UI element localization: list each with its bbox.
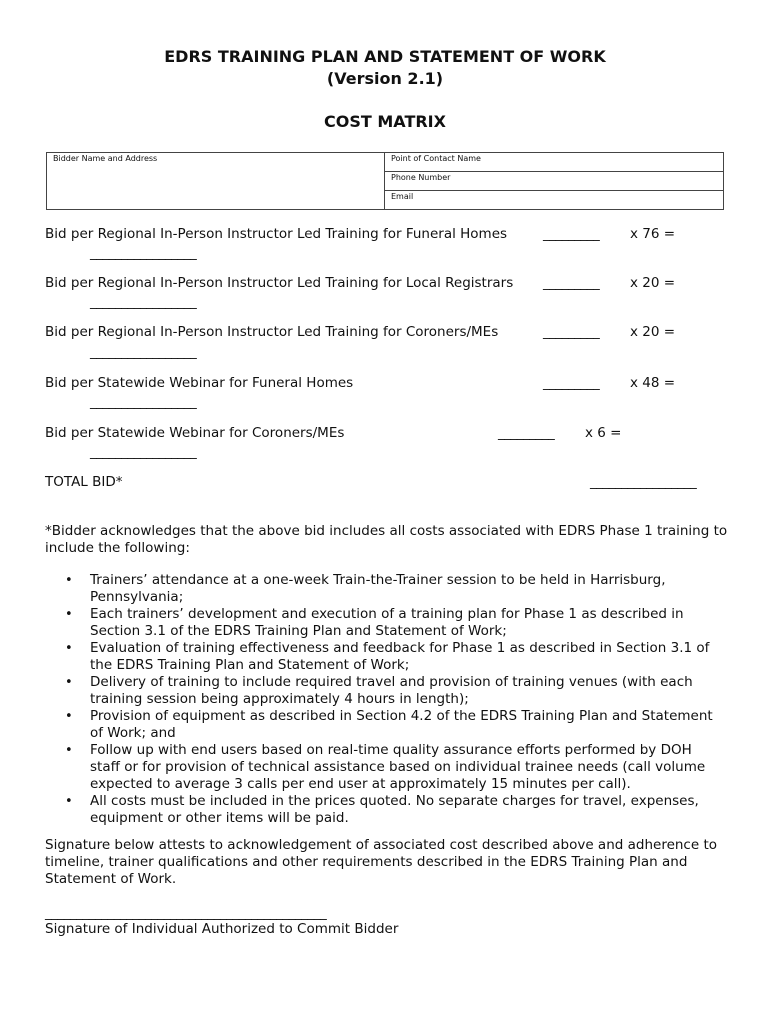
bullet-icon: • (65, 641, 73, 656)
document-title: EDRS TRAINING PLAN AND STATEMENT OF WORK (164, 47, 606, 66)
bullet-icon: • (65, 607, 73, 622)
total-bid-label: TOTAL BID* (45, 474, 123, 490)
list-item-text: Follow up with end users based on real-time quality assurance efforts performed by DOH staff or for provision of technical assistance based on individual trainee needs (call volume expected to average 3 calls per end user at approximately 15 minutes per call). (90, 742, 706, 792)
bid-total-blank[interactable]: _________________ (90, 245, 197, 261)
bid-total-blank[interactable]: _________________ (90, 344, 197, 360)
bid-amount-blank[interactable]: _________ (543, 324, 600, 340)
list-item (45, 742, 725, 793)
bidder-name-address-field[interactable] (47, 153, 385, 210)
total-bid-blank[interactable]: _________________ (590, 474, 697, 490)
list-item-text: Trainers’ attendance at a one-week Train-the-Trainer session to be held in Harrisburg, Pennsylvania; (90, 572, 666, 605)
list-item (45, 606, 725, 640)
list-item-text: Provision of equipment as described in Section 4.2 of the EDRS Training Plan and Statement of Work; and (90, 708, 713, 741)
bid-multiplier: x 76 = (630, 226, 676, 242)
list-item (45, 793, 725, 827)
bullet-icon: • (65, 573, 73, 588)
cost-inclusions-list (45, 572, 725, 827)
signature-line[interactable]: _____________________________________________ (45, 905, 327, 921)
list-item (45, 572, 725, 606)
bid-amount-blank[interactable]: _________ (543, 375, 600, 391)
list-item-text: All costs must be included in the prices quoted. No separate charges for travel, expenses, equipment or other items will be paid. (90, 793, 699, 826)
bid-line-label: Bid per Regional In-Person Instructor Led Training for Funeral Homes (45, 226, 508, 242)
list-item (45, 640, 725, 674)
signature-statement: Signature below attests to acknowledgement of associated cost described above and adherence to timeline, trainer qualifications and other requirements described in the EDRS Training Plan and Statement of Work. (45, 837, 718, 887)
phone-number-field[interactable] (385, 172, 724, 191)
bid-line-label: Bid per Statewide Webinar for Coroners/MEs (45, 425, 345, 441)
bullet-icon: • (65, 743, 73, 758)
list-item-text: Delivery of training to include required travel and provision of training venues (with each training session being approximately 4 hours in length); (90, 674, 693, 707)
email-field[interactable] (385, 191, 724, 210)
bid-amount-blank[interactable]: _________ (498, 425, 555, 441)
list-item-text: Each trainers’ development and execution of a training plan for Phase 1 as described in Section 3.1 of the EDRS Training Plan and Statement of Work; (90, 606, 684, 639)
email-label: Email (391, 192, 414, 201)
bullet-icon: • (65, 794, 73, 809)
signature-label: Signature of Individual Authorized to Commit Bidder (45, 921, 399, 937)
bid-total-blank[interactable]: _________________ (90, 294, 197, 310)
bid-multiplier: x 6 = (585, 425, 622, 441)
contact-name-label: Point of Contact Name (391, 154, 481, 163)
section-title: COST MATRIX (324, 112, 446, 131)
bid-amount-blank[interactable]: _________ (543, 275, 600, 291)
list-item (45, 674, 725, 708)
bid-line-label: Bid per Regional In-Person Instructor Led Training for Local Registrars (45, 275, 514, 291)
bullet-icon: • (65, 675, 73, 690)
bid-line-label: Bid per Regional In-Person Instructor Led Training for Coroners/MEs (45, 324, 499, 340)
bidder-info-table (46, 152, 724, 210)
bid-multiplier: x 20 = (630, 275, 676, 291)
list-item-text: Evaluation of training effectiveness and feedback for Phase 1 as described in Section 3.1 of the EDRS Training Plan and Statement of Work; (90, 640, 710, 673)
bid-total-blank[interactable]: _________________ (90, 394, 197, 410)
bid-multiplier: x 20 = (630, 324, 676, 340)
list-item (45, 708, 725, 742)
bid-total-blank[interactable]: _________________ (90, 444, 197, 460)
bid-multiplier: x 48 = (630, 375, 676, 391)
bid-amount-blank[interactable]: _________ (543, 226, 600, 242)
acknowledgement-paragraph: *Bidder acknowledges that the above bid includes all costs associated with EDRS Phase 1 training to include the following: (45, 523, 728, 556)
bid-line-label: Bid per Statewide Webinar for Funeral Homes (45, 375, 354, 391)
bullet-icon: • (65, 709, 73, 724)
phone-number-label: Phone Number (391, 173, 451, 182)
contact-name-field[interactable] (385, 153, 724, 172)
bidder-name-address-label: Bidder Name and Address (53, 154, 158, 163)
document-version: (Version 2.1) (326, 69, 444, 88)
